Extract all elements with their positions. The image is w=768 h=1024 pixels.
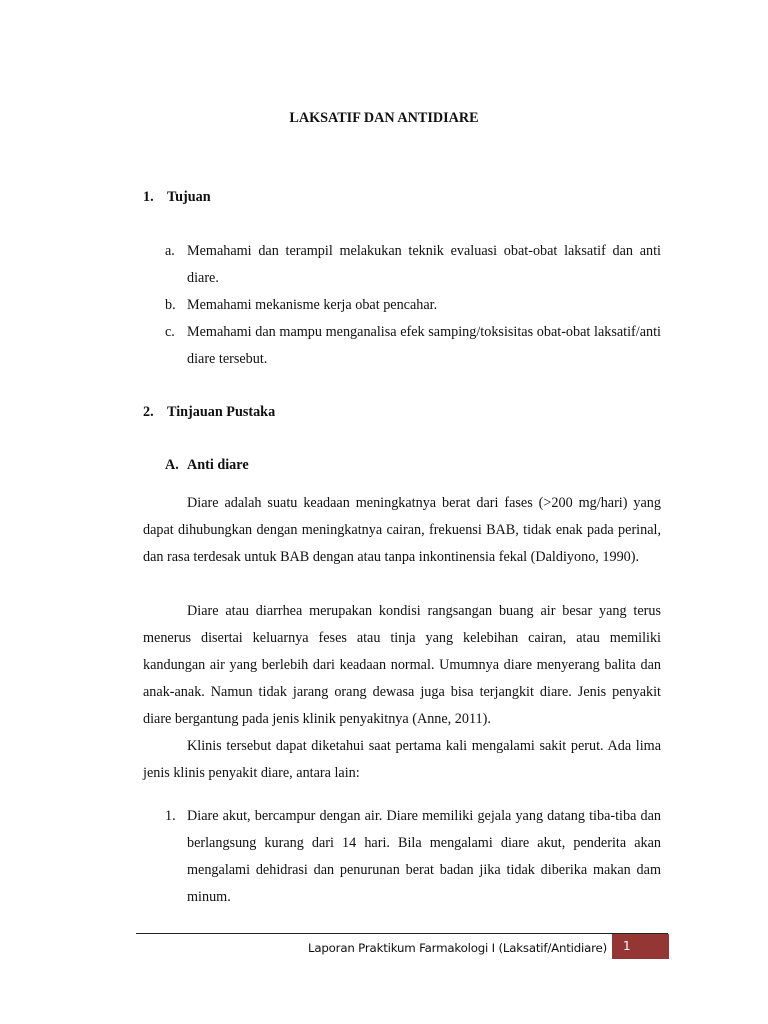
section-title: Tujuan: [167, 189, 211, 205]
subsection-heading-anti-diare: [165, 457, 249, 474]
section-number: 2.: [143, 404, 154, 420]
list-item-text: Memahami dan terampil melakukan teknik evaluasi obat-obat laksatif dan anti diare.: [187, 243, 661, 286]
paragraph: Klinis tersebut dapat diketahui saat pertama kali mengalami sakit perut. Ada lima jenis klinis penyakit diare, antara lain:: [143, 738, 661, 781]
list-item-text: Memahami mekanisme kerja obat pencahar.: [187, 297, 438, 313]
section-heading-tinjauan-pustaka: [143, 404, 275, 421]
list-item: [165, 319, 661, 373]
list-marker: 1.: [165, 808, 176, 824]
list-item-text: Diare akut, bercampur dengan air. Diare memiliki gejala yang datang tiba-tiba dan berlangsung kurang dari 14 hari. Bila mengalami diare akut, penderita akan mengalami dehidrasi dan penurunan berat badan jika tidak diberika makan dam minum.: [187, 808, 661, 905]
footer-title: Laporan Praktikum Farmakologi I (Laksatif/Antidiare): [307, 941, 607, 955]
subsection-title: Anti diare: [187, 457, 249, 473]
list-item: [165, 292, 661, 319]
footer-divider: [136, 933, 668, 934]
document-title: LAKSATIF DAN ANTIDIARE: [289, 110, 479, 126]
list-item: [165, 238, 661, 292]
list-marker: b.: [165, 297, 176, 313]
section-number: 1.: [143, 189, 154, 205]
list-item-text: Memahami dan mampu menganalisa efek samping/toksisitas obat-obat laksatif/anti diare tersebut.: [187, 324, 661, 367]
section-title: Tinjauan Pustaka: [167, 404, 276, 420]
paragraph: Diare adalah suatu keadaan meningkatnya berat dari fases (>200 mg/hari) yang dapat dihubungkan dengan meningkatnya cairan, frekuensi BAB, tidak enak pada perinal, dan rasa terdesak untuk BAB dengan atau tanpa inkontinensia fekal (Daldiyono, 1990).: [143, 495, 661, 565]
paragraph: Diare atau diarrhea merupakan kondisi rangsangan buang air besar yang terus menerus disertai keluarnya feses atau tinja yang kelebihan cairan, atau memiliki kandungan air yang berlebih dari keadaan normal. Umumnya diare menyerang balita dan anak-anak. Namun tidak jarang orang dewasa juga bisa terjangkit diare. Jenis penyakit diare bergantung pada jenis klinik penyakitnya (Anne, 2011).: [143, 603, 661, 727]
subsection-marker: A.: [165, 457, 179, 473]
section-heading-tujuan: [143, 189, 211, 206]
list-marker: c.: [165, 324, 175, 340]
numbered-list: [165, 803, 661, 911]
page-number-badge: 1: [612, 934, 669, 959]
list-item: [165, 803, 661, 911]
list-marker: a.: [165, 243, 175, 259]
objectives-list: [165, 238, 661, 373]
